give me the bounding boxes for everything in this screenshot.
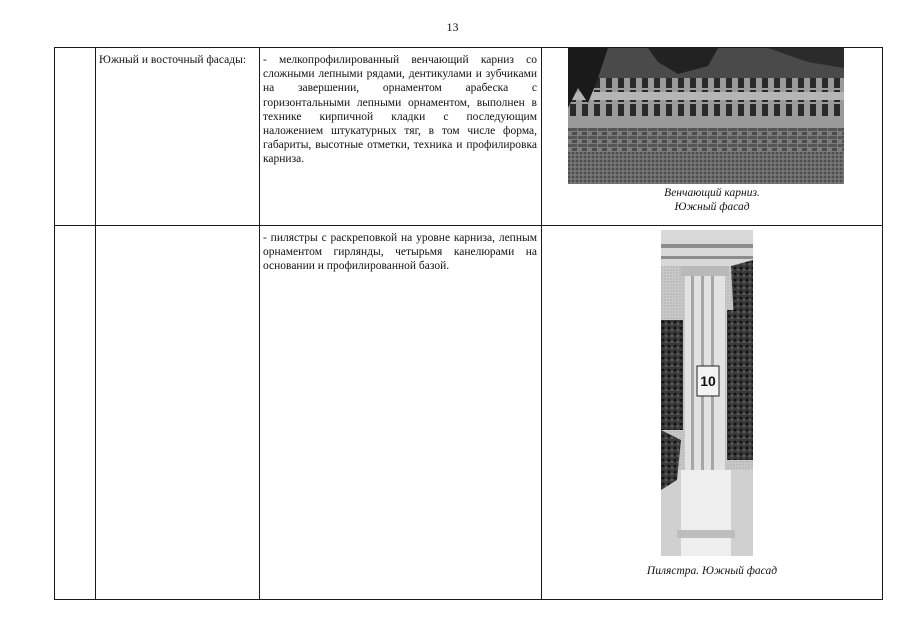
facade-label: Южный и восточный фасады: bbox=[99, 54, 247, 66]
photo-cell bbox=[542, 226, 883, 600]
house-number-plate: 10 bbox=[700, 373, 716, 389]
table-row bbox=[55, 226, 883, 600]
table-row bbox=[55, 48, 883, 226]
pilaster-description: - пилястры с раскреповкой на уровне карниза, лепным орнаментом гирлянды, четырьмя канелюрами на основании и профилированной базой. bbox=[263, 232, 537, 273]
facade-cell bbox=[96, 226, 260, 600]
cornice-photo bbox=[568, 48, 844, 184]
description-cell bbox=[260, 48, 542, 226]
heritage-elements-table bbox=[54, 47, 883, 600]
cornice-caption-line1: Венчающий карниз. bbox=[664, 187, 760, 199]
page-number: 13 bbox=[446, 20, 459, 34]
cornice-caption-line2: Южный фасад bbox=[674, 201, 750, 213]
row-index-cell bbox=[55, 226, 96, 600]
facade-cell bbox=[96, 48, 260, 226]
photo-cell bbox=[542, 48, 883, 226]
cornice-description: - мелкопрофилированный венчающий карниз со сложными лепными рядами, дентикулами и зубчиками на завершении, орнаментом арабеска с горизонтальными лепными орнаментом, выполнен в технике кирпичной кладки с последующим наложением штукатурных тяг, в том числе форма, габариты, высотные отметки, техника и профилировка карниза. bbox=[263, 54, 537, 166]
pilaster-photo bbox=[661, 230, 753, 556]
pilaster-caption: Пилястра. Южный фасад bbox=[646, 565, 778, 577]
row-index-cell bbox=[55, 48, 96, 226]
description-cell bbox=[260, 226, 542, 600]
